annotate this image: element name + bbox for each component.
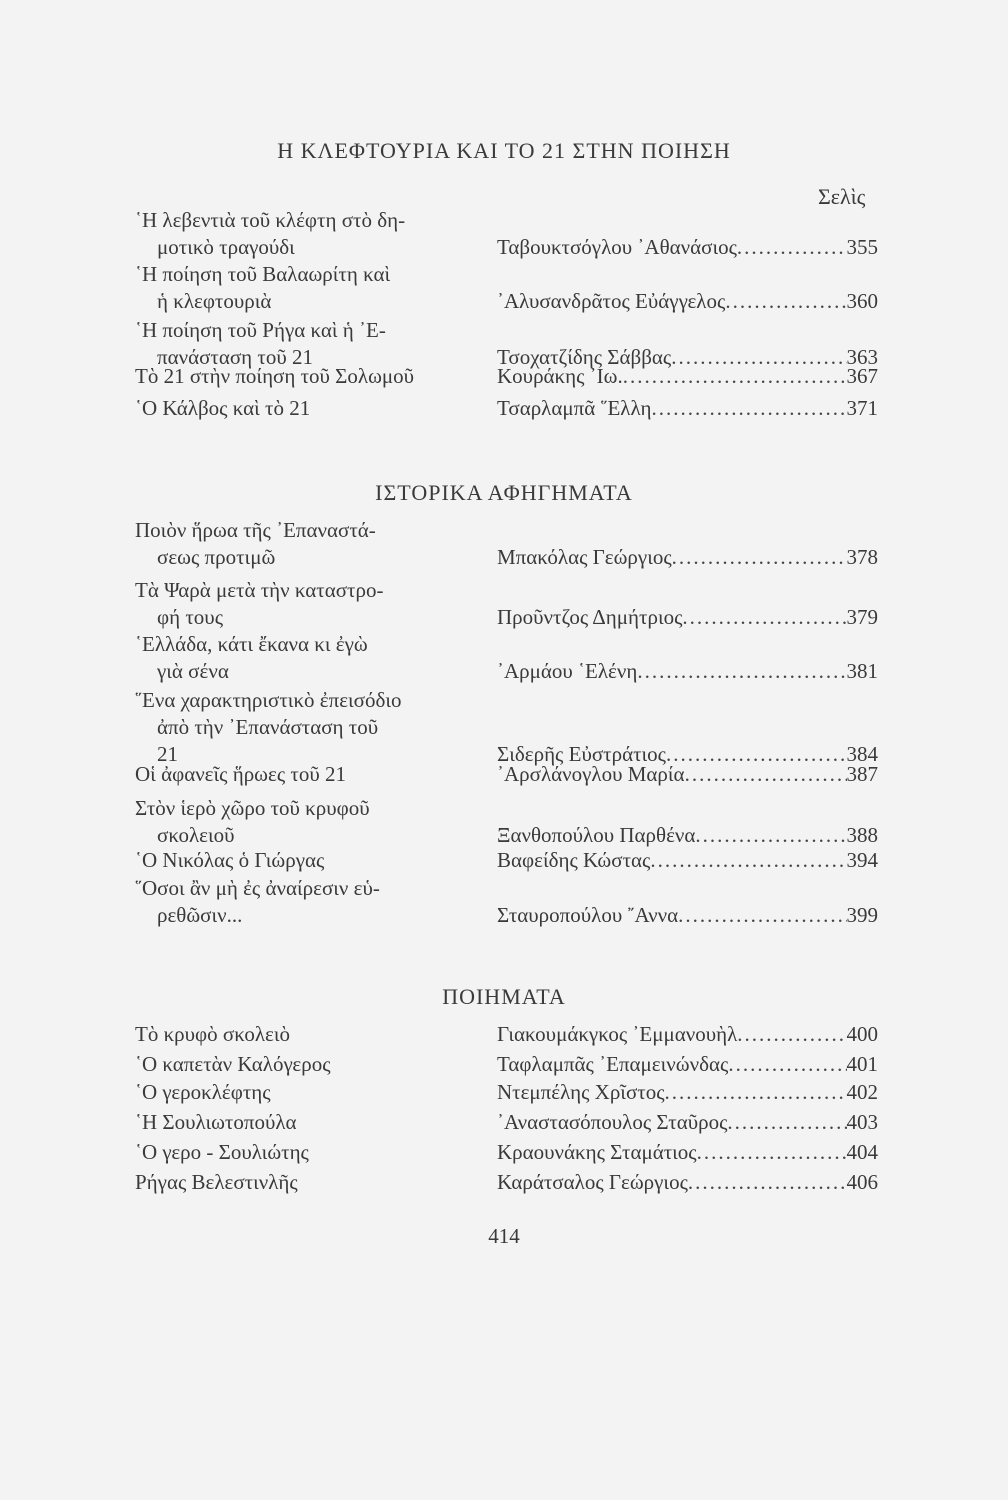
entry-author-row	[497, 1170, 878, 1195]
leader-dots	[665, 1080, 847, 1105]
entry-author-row	[497, 823, 878, 848]
leader-dots	[672, 545, 847, 570]
entry-author-row	[497, 848, 878, 873]
entry-author-row	[497, 1080, 878, 1105]
leader-dots	[697, 1140, 847, 1165]
entry-page-number: 360	[846, 289, 878, 313]
entry-author: Ντεμπέλης Χρῖστος	[497, 1080, 665, 1104]
entry-author-row	[497, 396, 878, 421]
leader-dots	[695, 823, 846, 848]
leader-dots	[650, 848, 846, 873]
entry-author: Τσαρλαμπᾶ ῞Ελλη	[497, 396, 652, 420]
entry-title-line: ρεθῶσιν...	[157, 903, 243, 927]
entry-title-line: σκολειοῦ	[157, 823, 235, 847]
leader-dots	[637, 659, 846, 684]
entry-title-line: Στὸν ἱερὸ χῶρο τοῦ κρυφοῦ	[135, 796, 370, 820]
entry-author-row	[497, 762, 878, 787]
leader-dots	[727, 1110, 846, 1135]
entry-author: Κουράκης ᾿Ιω.	[497, 364, 623, 388]
entry-title-line: Οἱ ἀφανεῖς ἥρωες τοῦ 21	[135, 762, 346, 786]
entry-page-number: 399	[846, 903, 878, 927]
entry-title-line: 21	[157, 742, 178, 766]
entry-title-line: ῾Η ποίηση τοῦ Βαλαωρίτη καὶ	[135, 262, 391, 286]
entry-author: Σταυροπούλου ῎Αννα	[497, 903, 679, 927]
entry-author-row	[497, 235, 878, 260]
leader-dots	[623, 364, 847, 389]
entry-page-number: 378	[846, 545, 878, 569]
entry-title-line: ῾Ελλάδα, κάτι ἔκανα κι ἐγὼ	[135, 632, 368, 656]
entry-author-row	[497, 1052, 878, 1077]
page-number: 414	[488, 1224, 520, 1248]
section-heading: ΙΣΤΟΡΙΚΑ ΑΦΗΓΗΜΑΤΑ	[375, 480, 633, 505]
entry-title-line: ῾Ο γεροκλέφτης	[135, 1080, 271, 1104]
entry-author-row	[497, 545, 878, 570]
entry-page-number: 384	[846, 742, 878, 766]
entry-author-row	[497, 605, 878, 630]
entry-title-line: Τὰ Ψαρὰ μετὰ τὴν καταστρο-	[135, 578, 384, 602]
leader-dots	[688, 1170, 847, 1195]
leader-dots	[678, 903, 846, 928]
leader-dots	[725, 289, 846, 314]
entry-author-row	[497, 1110, 878, 1135]
entry-page-number: 371	[846, 396, 878, 420]
entry-page-number: 401	[846, 1052, 878, 1076]
entry-title-line: ῞Οσοι ἂν μὴ ἐς ἀναίρεσιν εὑ-	[135, 876, 380, 900]
entry-author: Προῦντζος Δημήτριος	[497, 605, 683, 629]
leader-dots	[737, 1022, 846, 1047]
entry-title-line: Τὸ 21 στὴν ποίηση τοῦ Σολωμοῦ	[135, 364, 415, 388]
entry-page-number: 379	[846, 605, 878, 629]
entry-page-number: 355	[846, 235, 878, 259]
entry-title-line: μοτικὸ τραγούδι	[157, 235, 295, 259]
entry-author: Ταφλαμπᾶς ᾿Επαμεινώνδας	[497, 1052, 729, 1076]
entry-page-number: 404	[846, 1140, 878, 1164]
entry-author-row	[497, 289, 878, 314]
entry-author: Μπακόλας Γεώργιος	[497, 545, 672, 569]
entry-title-line: ἡ κλεφτουριὰ	[157, 289, 272, 313]
entry-title-line: Ρήγας Βελεστινλῆς	[135, 1170, 298, 1194]
entry-page-number: 381	[846, 659, 878, 683]
entry-author: Ξανθοπούλου Παρθένα	[497, 823, 696, 847]
section-heading: Η ΚΛΕΦΤΟΥΡΙΑ ΚΑΙ ΤΟ 21 ΣΤΗΝ ΠΟΙΗΣΗ	[277, 138, 731, 163]
entry-title-line: ῾Ο γερο - Σουλιώτης	[135, 1140, 309, 1164]
section-heading: ΠΟΙΗΜΑΤΑ	[442, 984, 566, 1009]
entry-author: Γιακουμάκγκος ᾿Εμμανουὴλ	[497, 1022, 738, 1046]
entry-page-number: 400	[846, 1022, 878, 1046]
leader-dots	[651, 396, 846, 421]
entry-author: Τσοχατζίδης Σάββας	[497, 345, 672, 369]
entry-author: Βαφείδης Κώστας	[497, 848, 651, 872]
entry-author: ᾿Αρμάου ῾Ελένη	[497, 659, 638, 683]
leader-dots	[737, 235, 847, 260]
entry-page-number: 387	[846, 762, 878, 786]
entry-author-row	[497, 1022, 878, 1047]
entry-author: ᾿Αρσλάνογλου Μαρία	[497, 762, 685, 786]
entry-author-row	[497, 364, 878, 389]
leader-dots	[682, 605, 846, 630]
entry-page-number: 394	[846, 848, 878, 872]
entry-title-line: ῾Η ποίηση τοῦ Ρήγα καὶ ἡ ᾿Ε-	[135, 318, 386, 342]
entry-author: ᾿Αλυσανδρᾶτος Εὐάγγελος	[497, 289, 726, 313]
entry-title-line: γιὰ σένα	[157, 659, 229, 683]
entry-page-number: 388	[846, 823, 878, 847]
leader-dots	[685, 762, 847, 787]
entry-title-line: ῾Ο Κάλβος καὶ τὸ 21	[135, 396, 311, 420]
entry-page-number: 363	[846, 345, 878, 369]
entry-page-number: 402	[846, 1080, 878, 1104]
entry-title-line: ῾Ο καπετὰν Καλόγερος	[135, 1052, 331, 1076]
entry-author: Κραουνάκης Σταμάτιος	[497, 1140, 697, 1164]
entry-title-line: ῾Η Σουλιωτοπούλα	[135, 1110, 297, 1134]
entry-title-line: πανάσταση τοῦ 21	[157, 345, 314, 369]
entry-author: ᾿Αναστασόπουλος Σταῦρος	[497, 1110, 728, 1134]
entry-title-line: φή τους	[157, 605, 224, 629]
entry-author-row	[497, 903, 878, 928]
entry-title-line: ῞Ενα χαρακτηριστικὸ ἐπεισόδιο	[135, 688, 402, 712]
entry-author: Σιδερῆς Εὐστράτιος	[497, 742, 666, 766]
entry-title-line: Ποιὸν ἥρωα τῆς ᾿Επαναστά-	[135, 518, 376, 542]
entry-title-line: ἀπὸ τὴν ᾿Επανάσταση τοῦ	[157, 715, 379, 739]
entry-page-number: 406	[846, 1170, 878, 1194]
entry-author-row	[497, 1140, 878, 1165]
entry-author: Καράτσαλος Γεώργιος	[497, 1170, 688, 1194]
leader-dots	[728, 1052, 846, 1077]
entry-author: Ταβουκτσόγλου ᾿Αθανάσιος	[497, 235, 737, 259]
entry-title-line: Τὸ κρυφὸ σκολειὸ	[135, 1022, 290, 1046]
entry-author-row	[497, 659, 878, 684]
entry-page-number: 403	[846, 1110, 878, 1134]
page-column-label: Σελὶς	[818, 184, 866, 209]
entry-title-line: ῾Ο Νικόλας ὁ Γιώργας	[135, 848, 325, 872]
entry-title-line: ῾Η λεβεντιὰ τοῦ κλέφτη στὸ δη-	[135, 208, 406, 232]
entry-title-line: σεως προτιμῶ	[157, 545, 276, 569]
entry-page-number: 367	[846, 364, 878, 388]
